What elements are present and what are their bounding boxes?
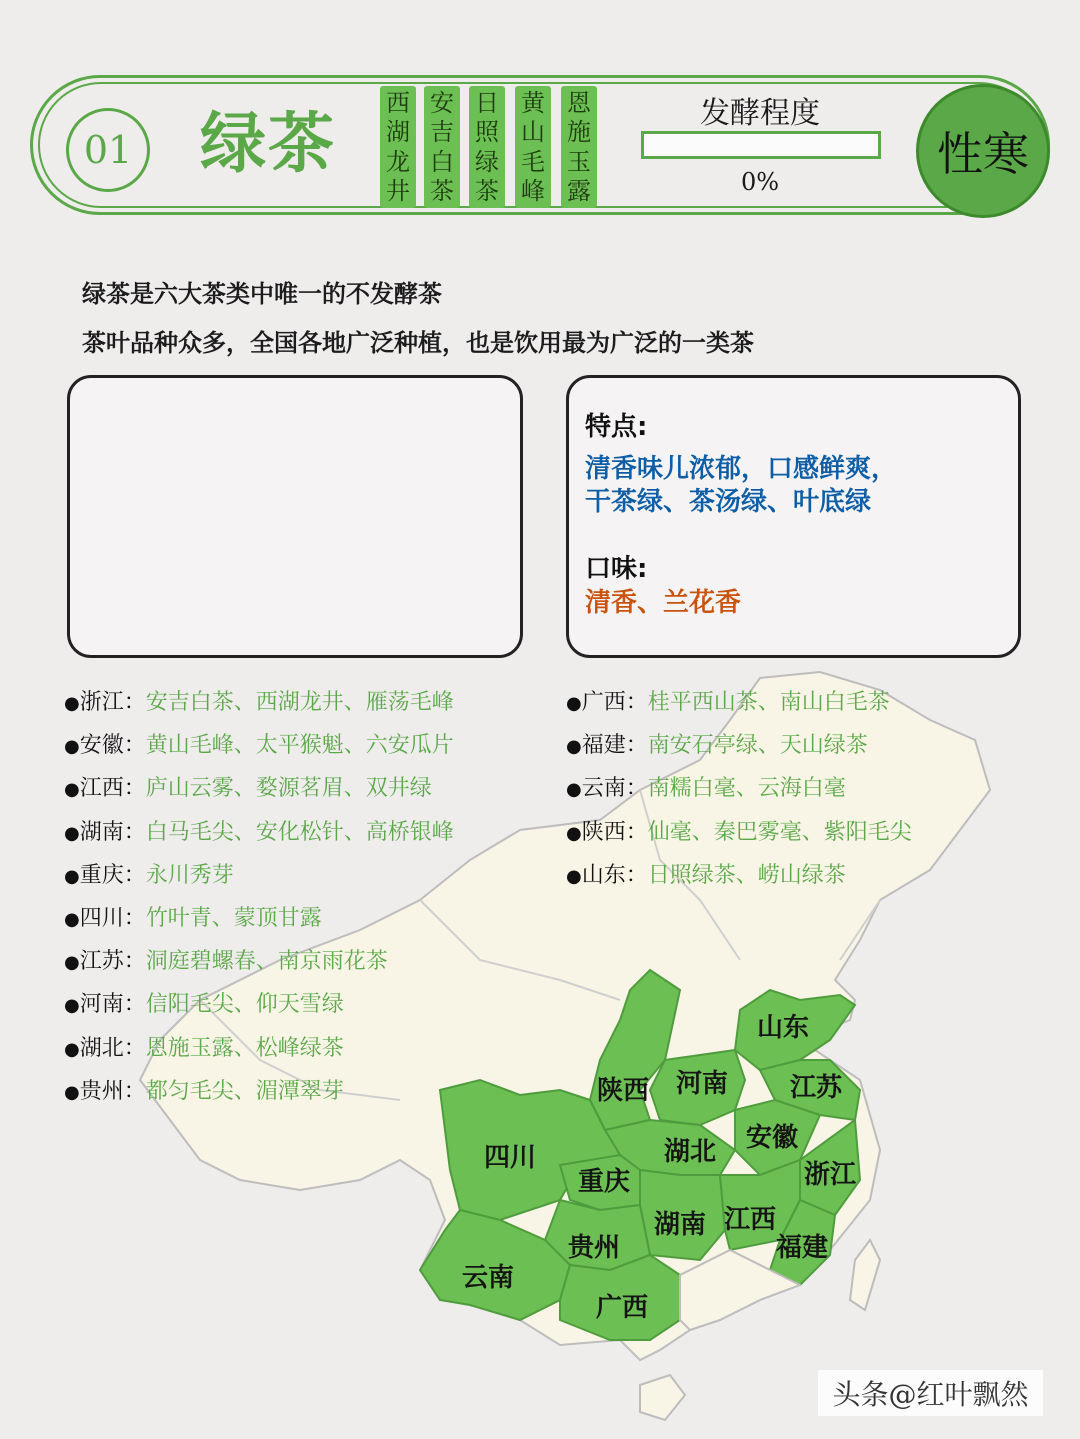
bullet-icon: ● — [566, 865, 582, 887]
variety-column — [469, 86, 505, 208]
bullet-icon: ● — [64, 865, 80, 887]
variety-char: 茶 — [475, 177, 499, 206]
bullet-icon: ● — [64, 693, 80, 714]
variety-char: 玉 — [567, 147, 591, 176]
variety-char: 龙 — [386, 147, 410, 176]
region-row — [64, 990, 344, 1021]
variety-char: 井 — [386, 177, 410, 206]
variety-char: 西 — [386, 88, 410, 117]
region-province: 河南： — [79, 992, 146, 1018]
region-row — [64, 1034, 344, 1065]
region-teas: 白马毛尖、安化松针、高桥银峰 — [145, 819, 454, 845]
number-badge: 01 — [66, 108, 150, 192]
region-province: 湖北： — [79, 1035, 146, 1061]
taste-value: 清香、兰花香 — [585, 588, 742, 618]
region-teas: 庐山云雾、婺源茗眉、双井绿 — [145, 776, 432, 802]
region-teas: 都匀毛尖、湄潭翠芽 — [145, 1078, 344, 1104]
region-teas: 竹叶青、蒙顶甘露 — [145, 906, 322, 931]
map-label-yunnan: 云南 — [462, 1263, 515, 1293]
region-province: 广西： — [581, 690, 648, 715]
variety-char: 山 — [521, 118, 545, 147]
bullet-icon: ● — [64, 1081, 80, 1103]
bullet-icon: ● — [566, 736, 582, 758]
bullet-icon: ● — [64, 822, 80, 844]
region-teas: 永川秀芽 — [145, 862, 234, 888]
variety-column — [561, 86, 597, 208]
variety-char: 峰 — [521, 177, 545, 206]
region-row — [566, 861, 846, 892]
bullet-icon: ● — [64, 909, 80, 930]
region-row — [64, 947, 388, 978]
region-province: 浙江： — [79, 690, 146, 715]
map-label-hubei: 湖北 — [664, 1137, 717, 1167]
region-row — [64, 861, 234, 892]
region-province: 湖南： — [79, 819, 146, 845]
map-label-jiangsu: 江苏 — [790, 1073, 843, 1103]
features-box — [566, 375, 1021, 658]
region-teas: 桂平西山茶、南山白毛茶 — [647, 690, 890, 715]
bullet-icon: ● — [64, 779, 80, 801]
variety-char: 日 — [475, 88, 499, 117]
ferment-progress-bar — [641, 131, 881, 159]
region-teas: 日照绿茶、崂山绿茶 — [647, 862, 846, 888]
map-label-fujian: 福建 — [776, 1233, 829, 1263]
intro-line-2: 茶叶品种众多，全国各地广泛种植，也是饮用最为广泛的一类茶 — [82, 329, 754, 357]
nature-badge: 性寒 — [916, 84, 1050, 218]
region-province: 云南： — [581, 776, 648, 802]
region-row — [566, 731, 868, 762]
variety-char: 茶 — [430, 177, 454, 206]
features-line-2: 干茶绿、茶汤绿、叶底绿 — [585, 487, 872, 517]
bullet-icon: ● — [566, 822, 582, 844]
bullet-icon: ● — [64, 995, 80, 1017]
region-teas: 南安石亭绿、天山绿茶 — [647, 733, 868, 759]
variety-column — [380, 86, 416, 208]
region-row — [566, 774, 846, 805]
region-province: 福建： — [581, 733, 648, 759]
ferment-label: 发酵程度 — [700, 96, 820, 131]
map-label-shaanxi: 陕西 — [597, 1076, 650, 1106]
map-label-henan: 河南 — [676, 1069, 729, 1099]
variety-char: 露 — [567, 177, 591, 206]
region-teas: 恩施玉露、松峰绿茶 — [145, 1035, 344, 1061]
bullet-icon: ● — [566, 779, 582, 801]
region-row — [64, 1077, 344, 1108]
variety-char: 黄 — [521, 88, 545, 117]
variety-char: 毛 — [521, 147, 545, 176]
region-province: 江苏： — [79, 949, 146, 975]
region-row — [64, 904, 322, 935]
bullet-icon: ● — [566, 693, 582, 714]
features-label: 特点: — [585, 412, 648, 442]
taste-label: 口味: — [585, 554, 648, 584]
region-teas: 信阳毛尖、仰天雪绿 — [145, 992, 344, 1018]
tea-title: 绿茶 — [200, 105, 336, 182]
taiwan-island — [850, 1240, 880, 1310]
region-province: 安徽： — [79, 733, 146, 759]
region-teas: 仙毫、秦巴雾毫、紫阳毛尖 — [647, 819, 912, 845]
variety-char: 施 — [567, 118, 591, 147]
intro-line-1: 绿茶是六大茶类中唯一的不发酵茶 — [82, 280, 442, 308]
map-label-jiangxi: 江西 — [724, 1205, 777, 1235]
map-label-guizhou: 贵州 — [568, 1233, 621, 1263]
region-row — [64, 688, 454, 719]
map-label-zhejiang: 浙江 — [804, 1160, 857, 1190]
region-province: 山东： — [581, 862, 648, 888]
variety-char: 绿 — [475, 147, 499, 176]
region-province: 陕西： — [581, 819, 648, 845]
map-label-shandong: 山东 — [757, 1013, 810, 1043]
map-label-sichuan: 四川 — [484, 1143, 537, 1173]
variety-char: 湖 — [386, 118, 410, 147]
hainan-island — [640, 1375, 685, 1420]
variety-char: 白 — [430, 147, 454, 176]
map-label-chongqing: 重庆 — [578, 1167, 631, 1197]
variety-column — [424, 86, 460, 208]
region-province: 江西： — [79, 776, 146, 802]
region-row — [64, 731, 454, 762]
region-teas: 南糯白毫、云海白毫 — [647, 776, 846, 802]
bullet-icon: ● — [64, 736, 80, 758]
region-teas: 黄山毛峰、太平猴魁、六安瓜片 — [145, 733, 454, 759]
variety-char: 安 — [430, 88, 454, 117]
map-label-hunan: 湖南 — [654, 1210, 707, 1240]
region-teas: 洞庭碧螺春、南京雨花茶 — [145, 949, 388, 975]
region-province: 贵州： — [79, 1078, 146, 1104]
region-row — [566, 688, 890, 719]
variety-char: 恩 — [567, 88, 591, 117]
bullet-icon: ● — [64, 1038, 80, 1060]
watermark: 头条@红叶飘然 — [818, 1370, 1043, 1416]
variety-char: 吉 — [430, 118, 454, 147]
features-line-1: 清香味儿浓郁，口感鲜爽， — [585, 454, 898, 484]
bullet-icon: ● — [64, 952, 80, 974]
region-province: 四川： — [79, 906, 146, 931]
variety-char: 照 — [475, 118, 499, 147]
ferment-value: 0% — [740, 168, 780, 196]
map-label-anhui: 安徽 — [746, 1123, 799, 1153]
variety-column — [515, 86, 551, 208]
map-label-guangxi: 广西 — [596, 1293, 649, 1323]
region-teas: 安吉白茶、西湖龙井、雁荡毛峰 — [145, 690, 454, 715]
region-row — [64, 818, 454, 849]
region-row — [64, 774, 432, 805]
region-province: 重庆： — [79, 862, 146, 888]
region-row — [566, 818, 912, 849]
image-placeholder-box — [67, 375, 523, 658]
